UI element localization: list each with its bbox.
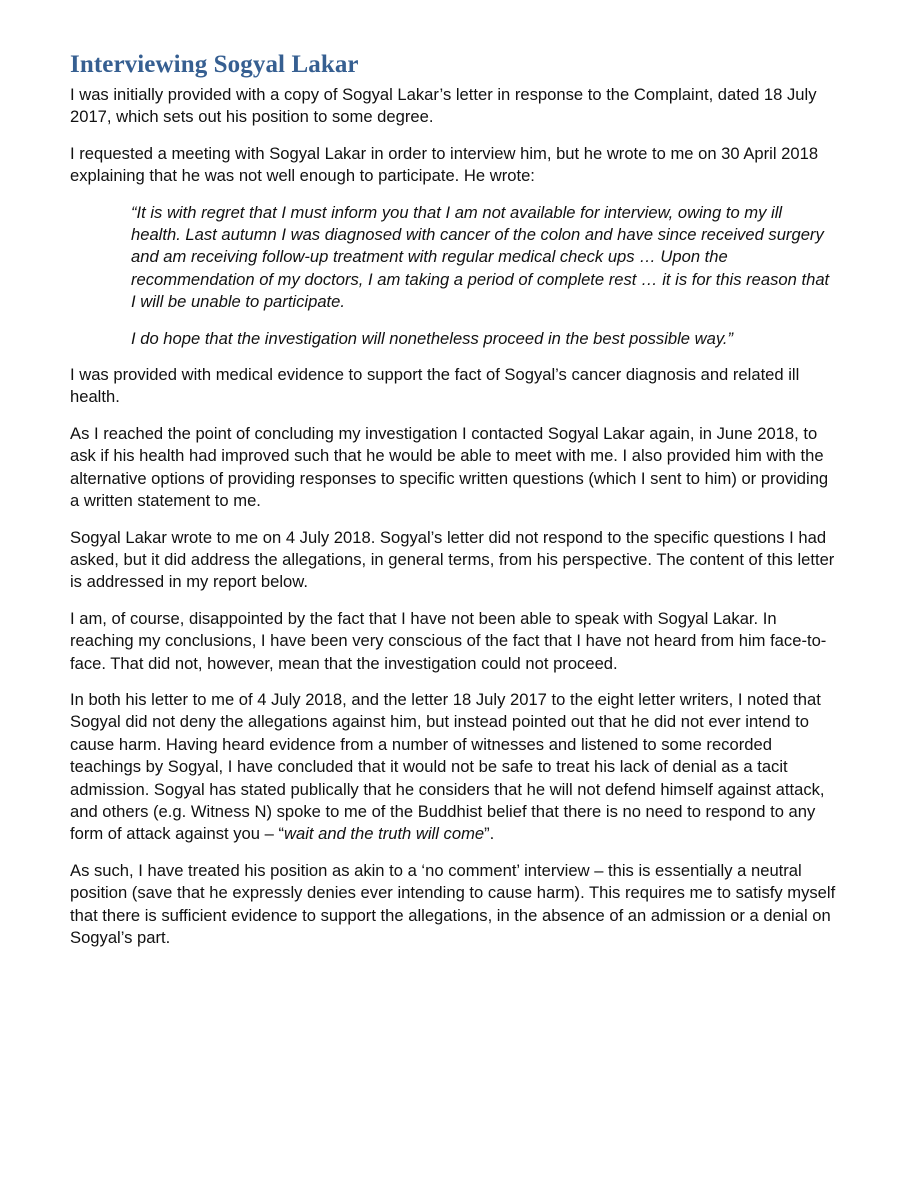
quote-paragraph-hope: I do hope that the investigation will nonetheless proceed in the best possible way.” [131,328,734,348]
quote-paragraph-ill-health: “It is with regret that I must inform you that I am not available for interview, owing to my ill health. Last autumn I was diagnosed with cancer of the colon and have since received surgery and am receiving follow-up treatment with regular medical check ups … Upon the recommendation of my doctors, I am taking a period of complete rest … it is for this reason that I will be unable to participate. [131,202,830,312]
paragraph-disappointed: I am, of course, disappointed by the fact that I have not been able to speak with Sogyal Lakar. In reaching my conclusions, I have been very conscious of the fact that I have not heard from him face-to-face. That did not, however, mean that the investigation could not proceed. [70,608,827,673]
witness-text-after: ”. [484,824,495,844]
witness-text-italic: wait and the truth will come [283,824,485,844]
paragraph-no-comment: As such, I have treated his position as akin to a ‘no comment’ interview – this is essentially a neutral position (save that he expressly denies ever intending to cause harm). This requires me to satisfy myself that there is sufficient evidence to support the allegations, in the absence of an admission or a denial on Sogyal’s part. [70,860,836,947]
paragraph-medical-evidence: I was provided with medical evidence to support the fact of Sogyal’s cancer diagnosis and related ill health. [70,365,800,407]
paragraph-meeting-request: I requested a meeting with Sogyal Lakar in order to interview him, but he wrote to me on 30 April 2018 explaining that he was not well enough to participate. He wrote: [70,143,819,186]
paragraph-initial-letter: I was initially provided with a copy of Sogyal Lakar’s letter in response to the Complaint, dated 18 July 2017, which sets out his position to some degree. [70,85,817,127]
paragraph-contact-again: As I reached the point of concluding my investigation I contacted Sogyal Lakar again, in June 2018, to ask if his health had improved such that he would be able to meet with me. I also provided him with the alternative options of providing responses to specific written questions (which I sent to him) or providing a written statement to me. [70,423,829,511]
section-heading: Interviewing Sogyal Lakar [70,51,359,78]
witness-text-before: In both his letter to me of 4 July 2018, and the letter 18 July 2017 to the eight letter writers, I noted that Sogyal did not deny the allegations against him, but instead pointed out that he did not ever intend to cause harm. Having heard evidence from a number of witnesses and listened to some recorded teachings by Sogyal, I have concluded that it would not be safe to treat his lack of denial as a tacit admission. Sogyal has stated publically that he considers that he will not defend himself against attack, and others (e.g. Witness N) spoke to me of the Buddhist belief that there is no need to respond to any form of attack against you – “ [70,689,825,844]
paragraph-july-letter: Sogyal Lakar wrote to me on 4 July 2018. Sogyal’s letter did not respond to the specific questions I had asked, but it did address the allegations, in general terms, from his perspective. The content of this letter is addressed in my report below. [70,527,835,592]
paragraph-witness [70,689,838,846]
document-body [70,50,838,963]
